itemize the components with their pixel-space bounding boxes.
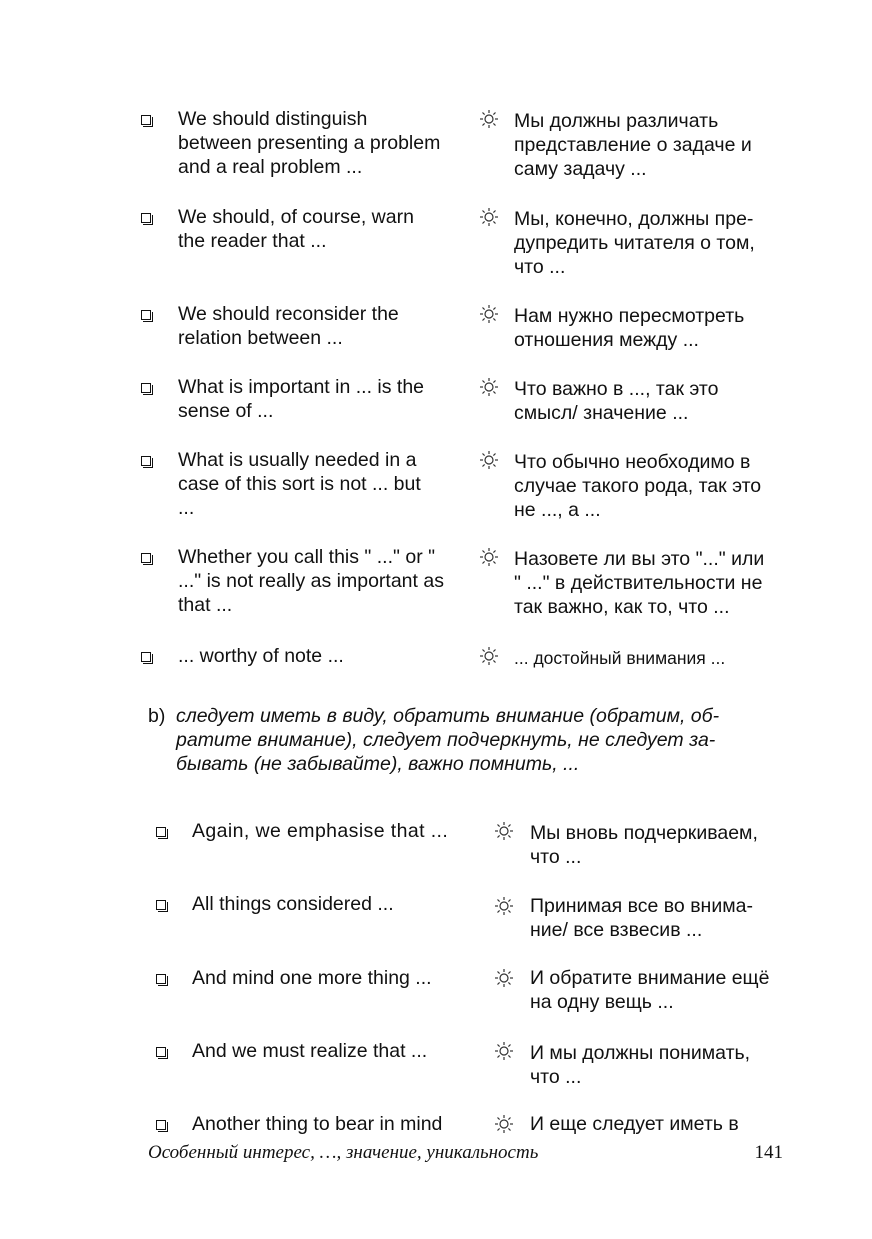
english-phrase: Another thing to bear in mind <box>192 1113 443 1135</box>
english-phrase: And mind one more thing ... <box>192 967 432 989</box>
english-phrase: And we must realize that ... <box>192 1040 428 1062</box>
russian-translation: Назовете ли вы это "..." или " ..." в действительности не так важно, как то, что ... <box>514 548 765 618</box>
russian-translation: Что важно в ..., так это смысл/ значение ... <box>514 378 719 424</box>
sun-icon <box>479 450 499 470</box>
square-bullet-icon <box>156 1120 166 1130</box>
russian-translation: Нам нужно пересмотреть отношения между ... <box>514 305 745 351</box>
square-bullet-icon <box>156 974 166 984</box>
russian-translation: И обратите внимание ещё на одну вещь ... <box>530 967 770 1013</box>
phrase-entry <box>0 1112 872 1140</box>
square-bullet-icon <box>156 900 166 910</box>
english-phrase: What is important in ... is the sense of ... <box>178 376 425 422</box>
square-bullet-icon <box>141 213 151 223</box>
phrase-entry <box>0 375 872 427</box>
sun-icon <box>479 377 499 397</box>
sun-icon <box>479 109 499 129</box>
square-bullet-icon <box>141 310 151 320</box>
sun-icon <box>494 821 514 841</box>
phrase-entry <box>0 644 872 672</box>
square-bullet-icon <box>156 1047 166 1057</box>
russian-translation: ... достойный внимания ... <box>514 648 726 668</box>
sun-icon <box>479 646 499 666</box>
section-marker: b) <box>148 705 166 727</box>
sun-icon <box>494 1041 514 1061</box>
english-phrase: We should reconsider the relation between ... <box>178 303 399 349</box>
russian-translation: Мы вновь подчеркиваем, что ... <box>530 822 758 868</box>
phrase-entry <box>0 545 872 621</box>
phrase-entry <box>0 448 872 524</box>
sun-icon <box>494 1114 514 1134</box>
sun-icon <box>494 896 514 916</box>
phrase-entry <box>0 892 872 944</box>
english-phrase: We should, of course, warn the reader that ... <box>178 206 414 252</box>
english-phrase: ... worthy of note ... <box>178 645 344 667</box>
russian-translation: Что обычно необходимо в случае такого рода, так это не ..., а ... <box>514 451 762 521</box>
square-bullet-icon <box>141 456 151 466</box>
running-title: Особенный интерес, …, значение, уникальность <box>148 1142 539 1163</box>
sun-icon <box>479 304 499 324</box>
square-bullet-icon <box>141 115 151 125</box>
square-bullet-icon <box>141 553 151 563</box>
phrase-entry <box>0 205 872 281</box>
phrase-entry <box>0 302 872 354</box>
page-footer <box>148 1142 788 1168</box>
square-bullet-icon <box>141 652 151 662</box>
russian-translation: И еще следует иметь в <box>530 1113 739 1135</box>
phrase-entry <box>0 1039 872 1091</box>
russian-translation: И мы должны понимать, что ... <box>530 1042 751 1088</box>
russian-translation: Мы должны различать представление о задаче и саму задачу ... <box>514 110 752 180</box>
english-phrase: All things considered ... <box>192 893 394 915</box>
sun-icon <box>479 207 499 227</box>
sun-icon <box>494 968 514 988</box>
square-bullet-icon <box>141 383 151 393</box>
russian-translation: Мы, конечно, должны пре- дупредить читателя о том, что ... <box>514 208 755 278</box>
page-number: 141 <box>754 1142 783 1163</box>
sun-icon <box>479 547 499 567</box>
phrase-entry <box>0 107 872 183</box>
english-phrase: What is usually needed in a case of this sort is not ... but ... <box>178 449 421 519</box>
phrase-entry <box>0 819 872 871</box>
phrase-entry <box>0 966 872 1018</box>
english-phrase: Again, we emphasise that ... <box>192 820 449 842</box>
square-bullet-icon <box>156 827 166 837</box>
section-b-description: следует иметь в виду, обратить внимание (обратим, об- ратите внимание), следует подчеркнуть, не следует за- бывать (не забывайте), важно помнить, ... <box>176 705 720 775</box>
russian-translation: Принимая все во внима- ние/ все взвесив ... <box>530 895 753 941</box>
english-phrase: We should distinguish between presenting a problem and a real problem ... <box>178 108 441 178</box>
english-phrase: Whether you call this " ..." or " ..." is not really as important as that ... <box>178 546 444 616</box>
